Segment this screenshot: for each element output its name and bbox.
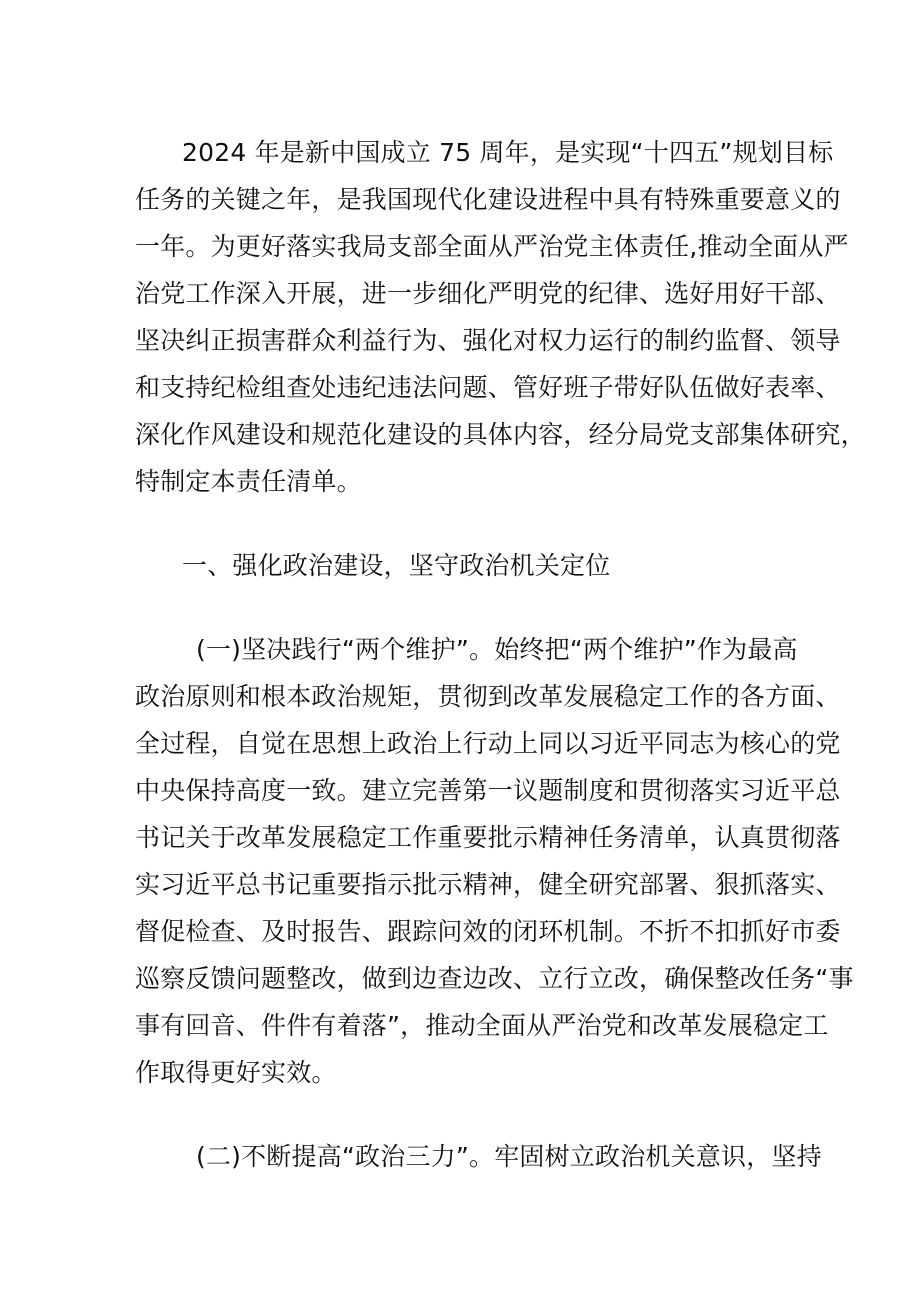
section-heading-1: 一、强化政治建设，坚守政治机关定位 (182, 551, 611, 580)
item2-line-1: (二)不断提高“政治三力”。牢固树立政治机关意识，坚持 (196, 1142, 822, 1171)
intro-line-5: 坚决纠正损害群众利益行为、强化对权力运行的制约监督、领导 (135, 326, 841, 355)
item1-line-4: 中央保持高度一致。建立完善第一议题制度和贯彻落实习近平总 (135, 776, 841, 805)
item1-line-6: 实习近平总书记重要指示批示精神，健全研究部署、狠抓落实、 (135, 870, 841, 899)
item1-line-2: 政治原则和根本政治规矩，贯彻到改革发展稳定工作的各方面、 (135, 682, 841, 711)
intro-line-7: 深化作风建设和规范化建设的具体内容，经分局党支部集体研究， (135, 420, 866, 449)
item1-line-10: 作取得更好实效。 (135, 1058, 337, 1087)
intro-line-2: 任务的关键之年，是我国现代化建设进程中具有特殊重要意义的 (135, 185, 841, 214)
item1-line-9: 事有回音、件件有着落”，推动全面从严治党和改革发展稳定工 (135, 1011, 829, 1040)
intro-line-3: 一年。为更好落实我局支部全面从严治党主体责任,推动全面从严 (135, 232, 849, 261)
item1-line-8: 巡察反馈问题整改，做到边查边改、立行立改，确保整改任务“事 (135, 964, 854, 993)
intro-line-6: 和支持纪检组查处违纪违法问题、管好班子带好队伍做好表率、 (135, 373, 841, 402)
item1-line-1: (一)坚决践行“两个维护”。始终把“两个维护”作为最高 (196, 635, 798, 664)
intro-line-1: 2024 年是新中国成立 75 周年，是实现“十四五”规划目标 (182, 138, 834, 167)
item1-line-7: 督促检查、及时报告、跟踪问效的闭环机制。不折不扣抓好市委 (135, 917, 841, 946)
intro-line-4: 治党工作深入开展，进一步细化严明党的纪律、选好用好干部、 (135, 279, 841, 308)
intro-line-8: 特制定本责任清单。 (135, 467, 362, 496)
item1-line-3: 全过程，自觉在思想上政治上行动上同以习近平同志为核心的党 (135, 729, 841, 758)
item1-line-5: 书记关于改革发展稳定工作重要批示精神任务清单，认真贯彻落 (135, 823, 841, 852)
